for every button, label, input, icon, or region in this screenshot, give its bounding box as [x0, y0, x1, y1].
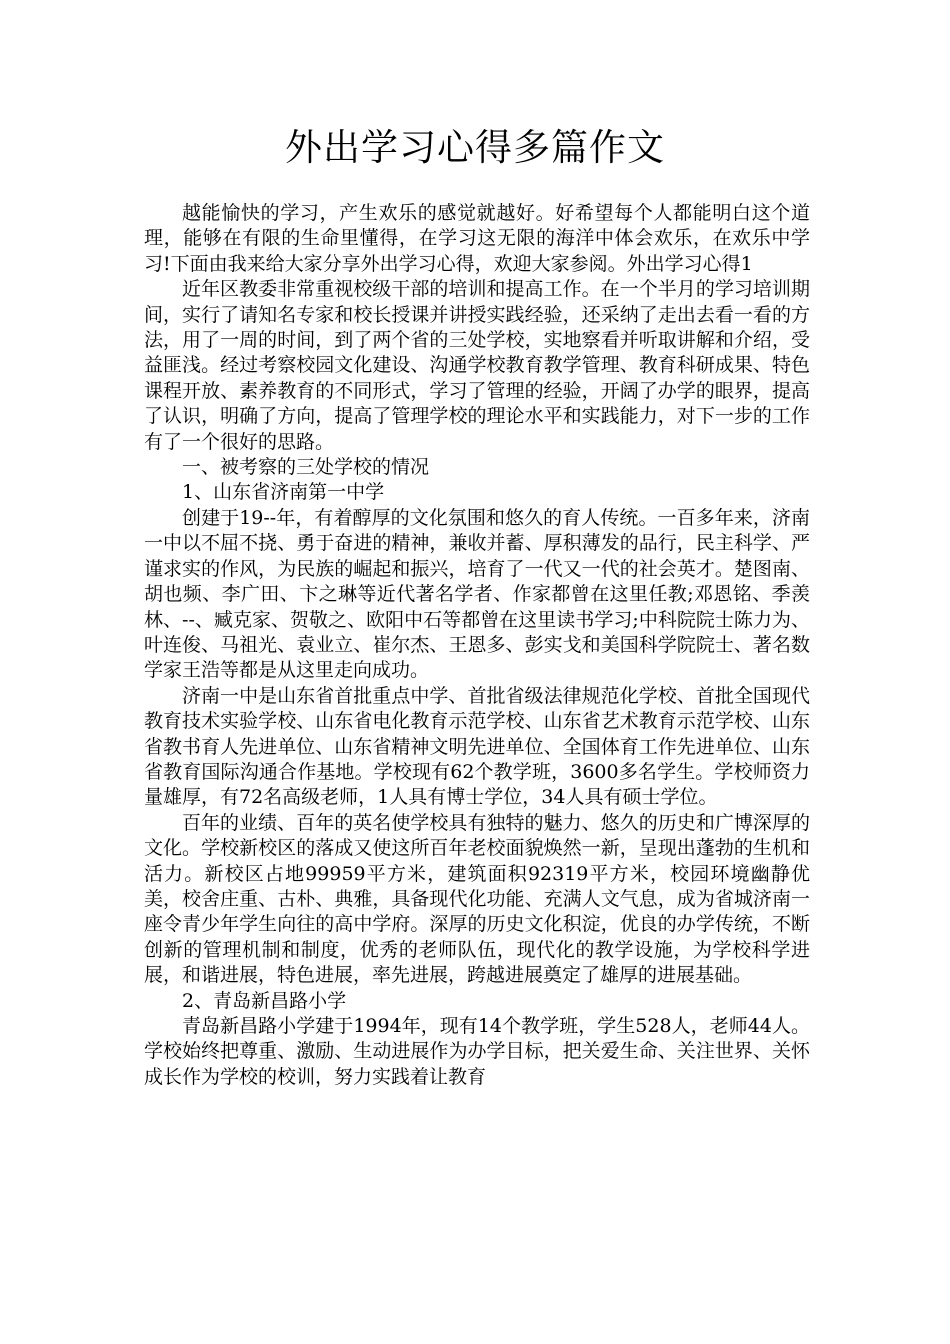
paragraph-qingdao-intro: 青岛新昌路小学建于1994年，现有14个教学班，学生528人，老师44人。学校始终把尊重、激励、生动进展作为办学目标，把关爱生命、关注世界、关怀成长作为学校的校训，努力实践着让教育 [144, 1015, 810, 1088]
subheading-qingdao-xinchang: 2、青岛新昌路小学 [182, 989, 347, 1012]
section-heading-schools: 一、被考察的三处学校的情况 [182, 456, 430, 479]
subheading-jinan-no1: 1、山东省济南第一中学 [182, 481, 385, 504]
paragraph-intro: 越能愉快的学习，产生欢乐的感觉就越好。好希望每个人都能明白这个道理，能够在有限的生命里懂得，在学习这无限的海洋中体会欢乐，在欢乐中学习!下面由我来给大家分享外出学习心得，欢迎大家参阅。外出学习心得1 [144, 202, 810, 275]
paragraph-jinan-honors: 济南一中是山东省首批重点中学、首批省级法律规范化学校、首批全国现代教育技术实验学校、山东省电化教育示范学校、山东省艺术教育示范学校、山东省教书育人先进单位、山东省精神文明先进单位、全国体育工作先进单位、山东省教育国际沟通合作基地。学校现有62个教学班，3600多名学生。学校师资力量雄厚，有72名高级老师，1人具有博士学位，34人具有硕士学位。 [144, 684, 810, 809]
document-body [144, 201, 810, 1090]
paragraph-jinan-history: 创建于19--年，有着醇厚的文化氛围和悠久的育人传统。一百多年来，济南一中以不屈不挠、勇于奋进的精神，兼收并蓄、厚积薄发的品行，民主科学、严谨求实的作风，为民族的崛起和振兴，培育了一代又一代的社会英才。楚图南、胡也频、李广田、卞之琳等近代著名学者、作家都曾在这里任教;邓恩铭、季羡林、--、臧克家、贺敬之、欧阳中石等都曾在这里读书学习;中科院院士陈力为、叶连俊、马祖光、袁业立、崔尔杰、王恩多、彭实戈和美国科学院院士、著名数学家王浩等都是从这里走向成功。 [144, 506, 810, 682]
paragraph-training: 近年区教委非常重视校级干部的培训和提高工作。在一个半月的学习培训期间，实行了请知名专家和校长授课并讲授实践经验，还采纳了走出去看一看的方法，用了一周的时间，到了两个省的三处学校，实地察看并听取讲解和介绍，受益匪浅。经过考察校园文化建设、沟通学校教育教学管理、教育科研成果、特色课程开放、素养教育的不同形式，学习了管理的经验，开阔了办学的眼界，提高了认识，明确了方向，提高了管理学校的理论水平和实践能力，对下一步的工作有了一个很好的思路。 [144, 278, 810, 453]
document-title: 外出学习心得多篇作文 [285, 126, 665, 169]
paragraph-jinan-campus: 百年的业绩、百年的英名使学校具有独特的魅力、悠久的历史和广博深厚的文化。学校新校区的落成又使这所百年老校面貌焕然一新，呈现出蓬勃的生机和活力。新校区占地99959平方米，建筑面积92319平方米，校园环境幽静优美，校舍庄重、古朴、典雅，具备现代化功能、充满人文气息，成为省城济南一座令青少年学生向往的高中学府。深厚的历史文化积淀，优良的办学传统，不断创新的管理机制和制度，优秀的老师队伍，现代化的教学设施，为学校科学进展，和谐进展，特色进展，率先进展，跨越进展奠定了雄厚的进展基础。 [144, 811, 810, 987]
